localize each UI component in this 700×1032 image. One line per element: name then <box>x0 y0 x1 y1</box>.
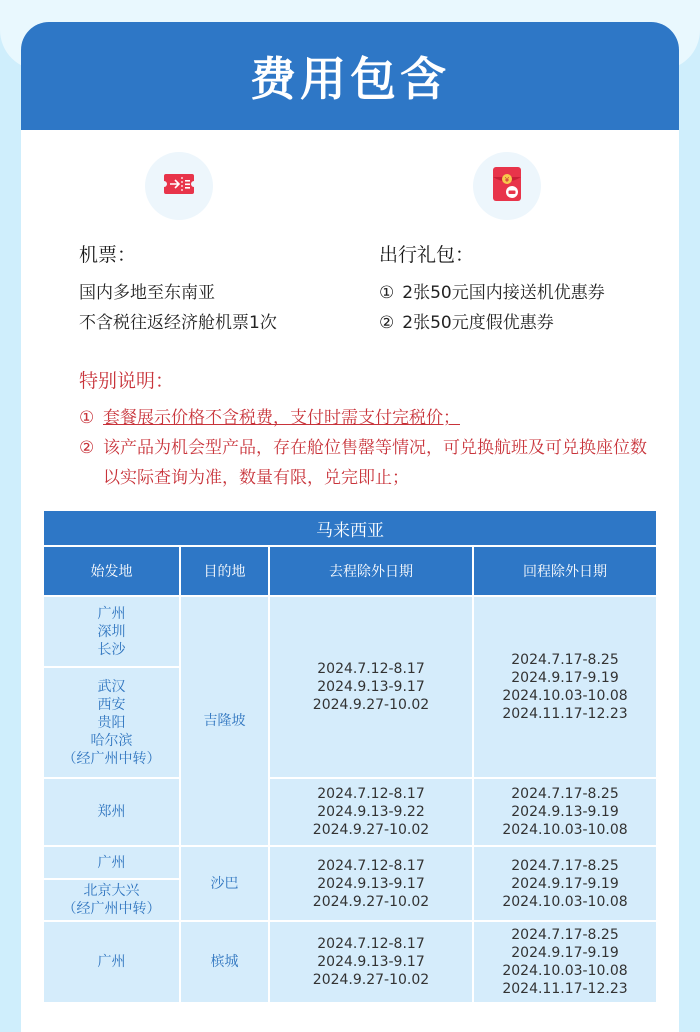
note-text: 套餐展示价格不含税费，支付时需支付完税价； <box>103 408 460 428</box>
gift-section <box>379 240 605 338</box>
gift-item-number: ① <box>379 283 395 303</box>
note-number: ① <box>79 408 95 428</box>
outbound-dates-cell: 2024.7.12-8.17 2024.9.13-9.17 2024.9.27-10.02 <box>269 846 473 921</box>
column-header-outbound: 去程除外日期 <box>269 546 473 596</box>
note-number: ② <box>79 438 95 458</box>
origin-cell: 郑州 <box>43 778 180 846</box>
outbound-dates-cell: 2024.7.12-8.17 2024.9.13-9.17 2024.9.27-10.02 <box>269 596 473 778</box>
flight-section <box>79 240 277 338</box>
origin-cell: 广州 <box>43 921 180 1003</box>
outbound-dates-cell: 2024.7.12-8.17 2024.9.13-9.22 2024.9.27-10.02 <box>269 778 473 846</box>
gift-heading: 出行礼包： <box>379 244 475 266</box>
svg-text:¥: ¥ <box>504 176 510 184</box>
special-notes <box>79 366 659 493</box>
origin-cell: 广州 深圳 长沙 <box>43 596 180 667</box>
red-envelope-icon <box>492 166 522 206</box>
card-header <box>21 22 679 130</box>
notes-heading: 特别说明： <box>79 370 175 392</box>
return-dates-cell: 2024.7.17-8.25 2024.9.13-9.19 2024.10.03-10.08 <box>473 778 657 846</box>
return-dates-cell: 2024.7.17-8.25 2024.9.17-9.19 2024.10.03-10.08 2024.11.17-12.23 <box>473 921 657 1003</box>
origin-cell: 北京大兴 （经广州中转） <box>43 879 180 921</box>
outbound-dates-cell: 2024.7.12-8.17 2024.9.13-9.17 2024.9.27-10.02 <box>269 921 473 1003</box>
destination-cell: 沙巴 <box>180 846 269 921</box>
flight-heading: 机票： <box>79 244 137 266</box>
column-header-destination: 目的地 <box>180 546 269 596</box>
note-text: 该产品为机会型产品，存在舱位售罄等情况，可兑换航班及可兑换座位数以实际查询为准，数量有限，兑完即止； <box>103 438 647 488</box>
flight-line: 不含税往返经济舱机票1次 <box>79 313 277 333</box>
return-dates-cell: 2024.7.17-8.25 2024.9.17-9.19 2024.10.03-10.08 2024.11.17-12.23 <box>473 596 657 778</box>
gift-item-number: ② <box>379 313 395 333</box>
column-header-return: 回程除外日期 <box>473 546 657 596</box>
return-dates-cell: 2024.7.17-8.25 2024.9.17-9.19 2024.10.03-10.08 <box>473 846 657 921</box>
destination-cell: 吉隆坡 <box>180 596 269 846</box>
page-title: 费用包含 <box>250 52 450 106</box>
destination-cell: 槟城 <box>180 921 269 1003</box>
note-item <box>79 433 659 493</box>
ticket-icon <box>163 172 195 200</box>
gift-item-text: 2张50元国内接送机优惠券 <box>402 283 605 303</box>
note-item <box>79 403 659 433</box>
gift-icon-badge <box>473 152 541 220</box>
flight-line: 国内多地至东南亚 <box>79 283 215 303</box>
table-title: 马来西亚 <box>43 510 657 546</box>
origin-cell: 广州 <box>43 846 180 879</box>
exclusion-dates-table <box>42 509 658 1004</box>
gift-item-text: 2张50元度假优惠券 <box>402 313 554 333</box>
ticket-icon-badge <box>145 152 213 220</box>
column-header-origin: 始发地 <box>43 546 180 596</box>
gift-item <box>379 308 605 338</box>
gift-item <box>379 278 605 308</box>
origin-cell: 武汉 西安 贵阳 哈尔滨 （经广州中转） <box>43 667 180 778</box>
